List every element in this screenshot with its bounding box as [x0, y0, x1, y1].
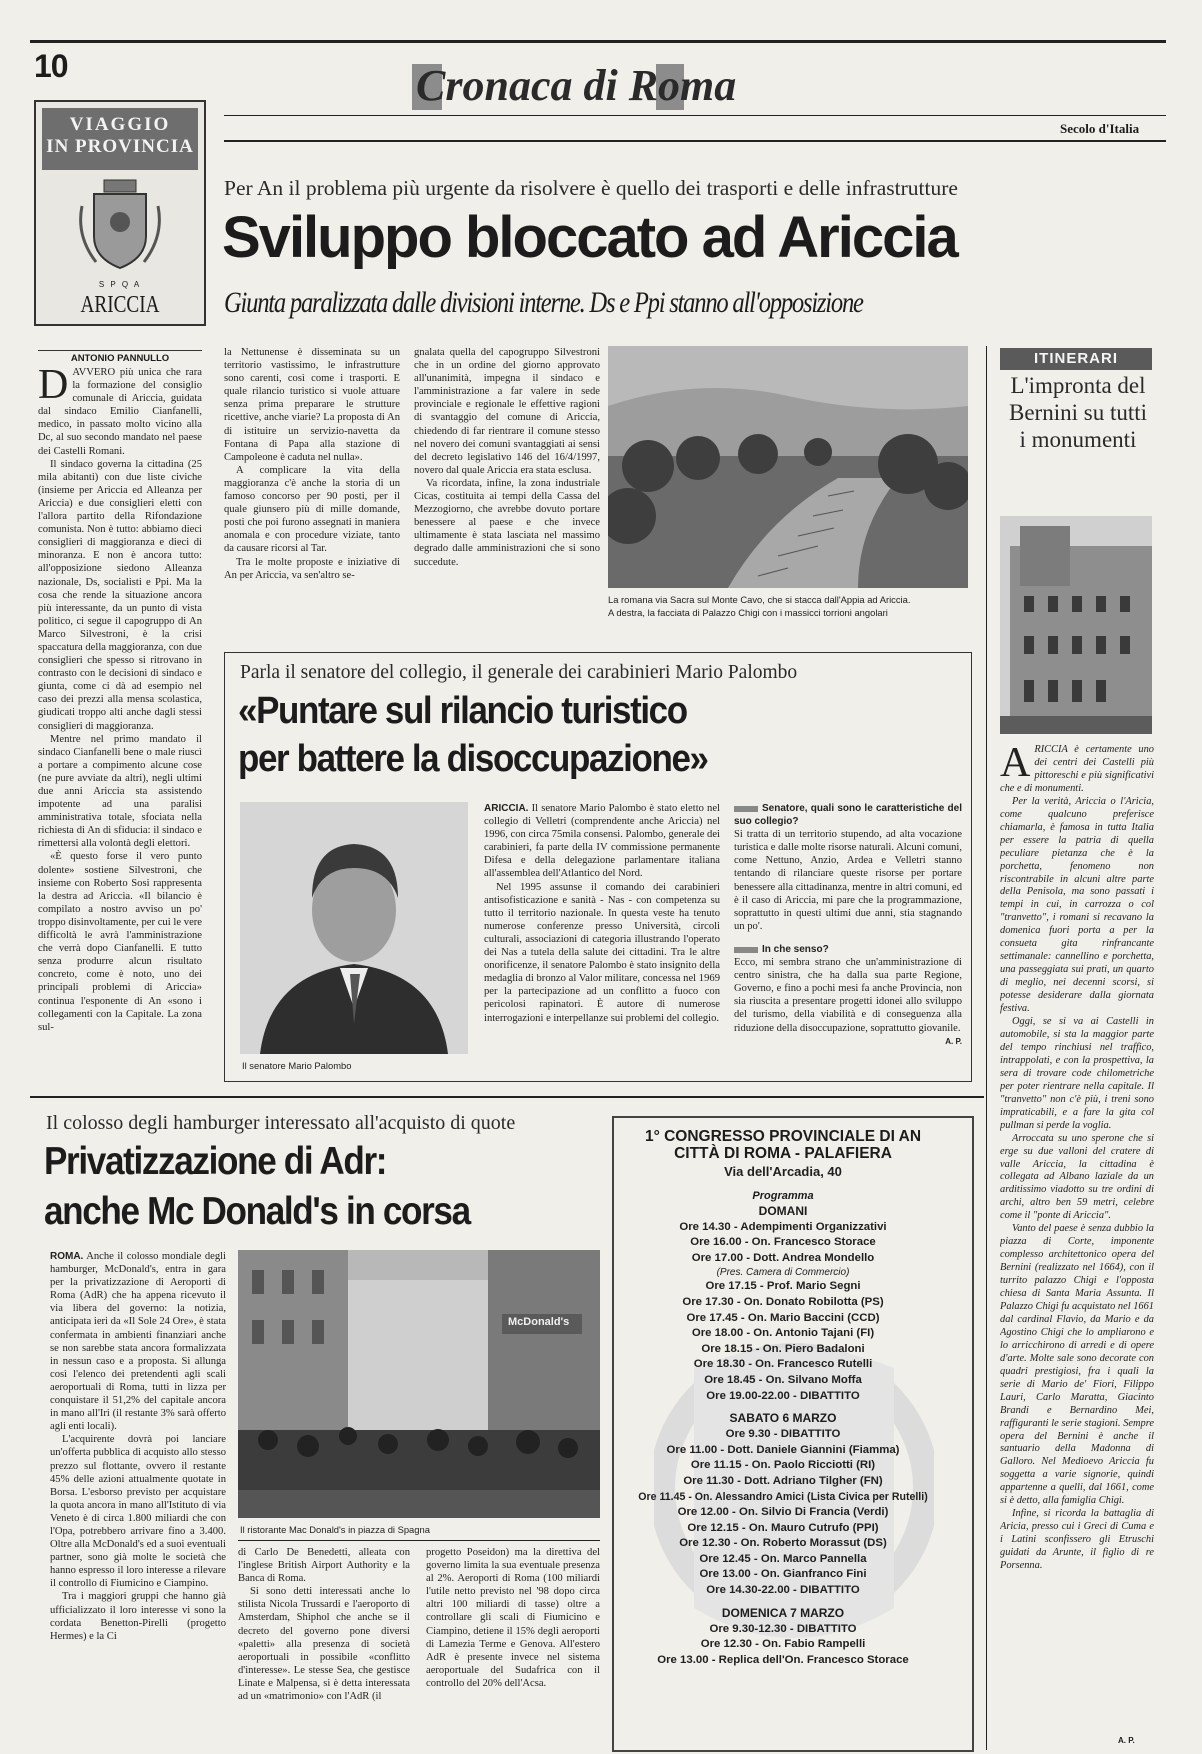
main-col1-p3: Mentre nel primo mandato il sindaco Cianfanelli bene o male riuscì a portare a compimento alcune cose (ne pure avviate da altri), negli ultimi due anni Ariccia sta assistendo impotente ad una paralisi amministrativa totale, sfociata nella richiesta di An di sfiducia: il sindaco e rimettersi alla volontà degli elettori. [38, 733, 202, 850]
interview-col-2 [734, 802, 962, 1072]
adr-headline-2: anche Mc Donald's in corsa [44, 1190, 470, 1233]
interview-a1: Si tratta di un territorio stupendo, ad alta vocazione turistica e dalle molte risorse naturali. Alcuni comuni, come Nettuno, Anzio, Ardea e Velletri stanno tentando di rilanciare queste risorse per portare benessere alla cittadinanza, mentre in altri comuni, ed è il caso di Ariccia, mi pare che la programmazione, soprattutto in questi ultimi due anni, stia stagnando un po'. [734, 829, 962, 932]
congress-day2-item: Ore 11.15 - On. Paolo Ricciotti (RI) [690, 1459, 876, 1472]
adr-col2-p1: di Carlo De Benedetti, alleata con l'inglese British Airport Authority e la Banca di Roma. [238, 1547, 410, 1585]
adr-col3-p1: progetto Poseidon) ma la direttiva del governo limita la sua eventuale presenza al 2%. Aeroporti di Roma (100 miliardi l'utile netto previsto nel '98 dopo circa altri 100 miliardi di tasse) oltre a controllare gli scali di Fiumicino e Ciampino, detiene il 15% degli aeroporti di Lamezia Terme e Genova. All'estero AdR è presente invece nel sistema aeroportuale del Sudafrica con il controllo del 20% dell'Acsa. [426, 1547, 600, 1689]
main-col-3 [414, 346, 600, 616]
itinerari-label: ITINERARI [1000, 348, 1152, 370]
interview-dateline: ARICCIA. [484, 803, 529, 814]
adr-col-2 [238, 1546, 410, 1750]
adr-dateline: ROMA. [50, 1251, 84, 1262]
badge-town: ARICCIA [80, 292, 160, 318]
itinerari-p2: Per la verità, Ariccia o l'Aricia, come qualcuno preferisce chiamarla, è famosa in tutta Italia per essere la patria di quella peculiare pietanza che è la porchetta, fenomeno non riscontrabile in alcuni altre parte della Penisola, ma sono passati i tempi in cui, in carrozza o col "tranvetto", i romani si recavano la domenica fuori porta a per la consueta gita rinfrancante settimanale: cannellino e porchetta, una passeggiata sui prati, un quarto di meglio, nei decenni scorsi, si potesse desiderare dalla giornata festiva. [1000, 795, 1154, 1015]
congress-day3-item: Ore 12.30 - On. Fabio Rampelli [700, 1638, 866, 1651]
interview-col1-p2: Nel 1995 assunse il comando dei carabinieri antisofisticazione e sanità - Nas - con competenza su tutto il territorio nazionale. In questa veste ha tenuto numerose conferenze presso Università, circoli culturali, associazioni di categoria illustrando l'operato dei Nas a tutela della salute dei cittadini. Tra le altre onorificenze, il senatore Palombo è stato insignito della medaglia di bronzo al Valor militare, concessa nel 1969 per la partecipazione ad un conflitto a fuoco con pericolosi rapinatori. È autore di numerose interrogazioni e interpellanze sui problemi del collegio. [484, 881, 720, 1024]
congress-day2-item: Ore 14.30-22.00 - DIBATTITO [706, 1584, 860, 1597]
congress-day1-item: Ore 16.00 - On. Francesco Storace [690, 1236, 876, 1249]
congress-title-2: CITTÀ DI ROMA - PALAFIERA [674, 1145, 892, 1162]
congress-day1-item: Ore 14.30 - Adempimenti Organizzativi [679, 1220, 887, 1233]
itinerari-p1: RICCIA è certamente uno dei centri dei Castelli più pittoreschi e più significativi che e di monumenti. [1000, 744, 1154, 794]
itinerari-p5: Vanto del paese è senza dubbio la piazza di Corte, imponente complesso architettonico opera del Bernini (realizzato nel 1664), con il turrito palazzo Chigi e l'opposta chiesa di Santa Maria Assunta. Il Palazzo Chigi fu acquistato nel 1661 dal cardinal Flavio, da Mario e da Agostino Chigi che lo ampliarono e lo arricchirono di arredi e di opere d'arte. Molte sale sono decorate con quadri prestigiosi, fra i quali la serie di Mario de' Fiori, Filippo Lauri, Carlo Maratta, Giacinto Brandi e Bernardino Mei, raffiguranti le serie stagioni. Sempre opera del Bernini è anche il santuario della Madonna di Galloro. Nel Medioevo Ariccia fu soggetta a varie signorie, quindi appartenne a quelli, dal 1661, come si è detto, alla famiglia Chigi. [1000, 1223, 1154, 1507]
congress-address: Via dell'Arcadia, 40 [724, 1164, 842, 1179]
town-crest-icon [74, 176, 166, 280]
congress-day3-item: Ore 9.30-12.30 - DIBATTITO [709, 1622, 857, 1635]
interview-headline-1: «Puntare sul rilancio turistico [238, 690, 687, 732]
via-sacra-caption-2: A destra, la facciata di Palazzo Chigi con i massicci torrioni angolari [608, 607, 888, 618]
congress-day1-item: Ore 17.15 - Prof. Mario Segni [705, 1280, 861, 1293]
congress-day1-item: Ore 17.30 - On. Donato Robilotta (PS) [682, 1295, 884, 1308]
congress-day2-item: Ore 12.30 - On. Roberto Morassut (DS) [679, 1537, 887, 1550]
main-kicker: Per An il problema più urgente da risolvere è quello dei trasporti e delle infrastrutture [224, 176, 958, 200]
via-sacra-caption-1: La romana via Sacra sul Monte Cavo, che si stacca dall'Appia ad Ariccia. [608, 594, 911, 605]
congress-programme [618, 1122, 948, 1754]
main-col1-p1: AVVERO più unica che rara la formazione del consiglio comunale di Ariccia, guidata dal sindaco Emilio Cianfanelli, medico, in passato molto vicino alla Dc, al suo secondo mandato nel paese dei Castelli Romani. [38, 367, 202, 457]
main-dropcap: D [38, 366, 69, 408]
itinerari-left-rule [986, 346, 987, 1750]
main-col2-p3: Tra le molte proposte e iniziative di An per Ariccia, va sen'altro se- [224, 556, 400, 581]
publication-name: Secolo d'Italia [1060, 121, 1140, 136]
mcdonalds-sign: McDonald's [508, 1316, 570, 1328]
interview-col1-p1 [484, 802, 720, 881]
congress-day3-item: Ore 13.00 - Replica dell'On. Francesco Storace [657, 1653, 909, 1666]
itinerari-p4: Arroccata su uno sperone che si erge su due valloni del cratere di valle Ariccia, la cittadina è collegata ad Albano laziale da un arditissimo viadotto su tre ordini di archi, altro ben 59 metri, celebre come il "ponte di Ariccia". [1000, 1132, 1154, 1222]
main-col2-p2: A complicare la vita della maggioranza c'è anche la storia di un famoso concorso per 90 posti, per il quale giunsero più di mille domande, posti che poi furono assegnati in maniera anomala e con procedure viziate, tanto da causare ricorsi al Tar. [224, 464, 400, 555]
itinerari-title: L'impronta del Bernini su tutti i monumenti [1009, 373, 1147, 452]
header-rule [224, 115, 1166, 116]
congress-day1-item: (Pres. Camera di Commercio) [716, 1267, 850, 1279]
congress-day2-item: Ore 12.00 - On. Silvio Di Francia (Verdi) [677, 1506, 889, 1519]
badge-header [42, 108, 198, 170]
adr-col-1 [50, 1250, 226, 1750]
main-col3-p1: gnalata quella del capogruppo Silvestroni che in un ordine del giorno approvato all'unanimità, impegna il sindaco e l'amministrazione a far valere in sede provinciale e regionale le effettive ragioni di svantaggio del comune di Ariccia, chiedendo di far rientrare il comune stesso nel novero dei comuni svantaggiati ai sensi del decreto legislativo 146 del 16/4/1997, novero dal quale Ariccia era stata esclusa. [414, 347, 600, 476]
congress-day2-item: Ore 11.45 - On. Alessandro Amici (Lista Civica per Rutelli) [638, 1490, 928, 1503]
adr-col-3 [426, 1546, 600, 1750]
question-marker-icon [734, 947, 758, 953]
section-title-text: Cronaca di Roma [416, 61, 737, 110]
section-title [406, 58, 786, 118]
mcdonalds-photo [238, 1250, 600, 1518]
mcdonalds-caption: Il ristorante Mac Donald's in piazza di Spagna [240, 1524, 430, 1535]
congress-day2-item: Ore 11.30 - Dott. Adriano Tilgher (FN) [683, 1474, 883, 1487]
palazzo-chigi-photo [1000, 516, 1152, 734]
main-subhead: Giunta paralizzata dalle divisioni interne. Ds e Ppi stanno all'opposizione [224, 286, 863, 319]
interview-q2: In che senso? [734, 943, 962, 956]
itinerari-p3: Oggi, se si va ai Castelli in automobile, si sta la maggior parte del tempo rinchiusi nel traffico, intrappolati, e con la prospettiva, la sera di trovare code chilometriche per poter rientrare nella capitale. Il "tranvetto" non c'è più, i treni sono impraticabili, e a fare la gita col pullman si perde la voglia. [1000, 1016, 1154, 1131]
main-col-1 [38, 366, 202, 1082]
badge-emblem-text: S P Q A [98, 280, 142, 289]
adr-col1-p1 [50, 1250, 226, 1433]
itinerari-signature: A. P. [1118, 1736, 1135, 1745]
viaggio-badge [34, 100, 206, 326]
interview-headline-2: per battere la disoccupazione» [238, 738, 708, 780]
top-rule [30, 40, 1166, 43]
interview-kicker: Parla il senatore del collegio, il generale dei carabinieri Mario Palombo [240, 662, 798, 683]
adr-col1-p2: L'acquirente dovrà poi lanciare un'offerta pubblica di acquisto allo stesso prezzo sul flottante, ovvero il restante 45% delle azioni attualmente quotate in Borsa. L'esborso previsto per acquistare la quota ancora in mano all'Istituto di via Veneto è di circa 1.800 miliardi che con l'Opa, potrebbero arrivare fino a 3.400. Oltre alla McDonald's ed a suoi eventuali partner, sono già molte le società che hanno espresso il loro interesse a rilevare il controllo di Fiumicino e Ciampino. [50, 1434, 226, 1590]
question-marker-icon [734, 806, 758, 812]
page-number: 10 [34, 48, 68, 84]
main-col-2 [224, 346, 400, 616]
badge-line1: VIAGGIO [69, 114, 171, 135]
congress-programma: Programma [752, 1189, 814, 1202]
interview-q1: Senatore, quali sono le caratteristiche del suo collegio? [734, 803, 962, 828]
congress-day2-item: Ore 9.30 - DIBATTITO [725, 1428, 841, 1441]
via-sacra-photo [608, 346, 968, 588]
main-col3-p2: Va ricordata, infine, la zona industriale Cicas, costituita ai tempi della Cassa del Mezzogiorno, che avrebbe dovuto portare benessere al paese e che invece ultimamente è stata lasciata nel massimo degrado dalle amministrazioni che si sono succedute. [414, 477, 600, 568]
congress-day2-item: Ore 12.15 - On. Mauro Cutrufo (PPI) [687, 1521, 879, 1534]
congress-title-1: 1° CONGRESSO PROVINCIALE DI AN [644, 1128, 922, 1145]
congress-day1-item: Ore 17.45 - On. Mario Baccini (CCD) [686, 1311, 880, 1324]
palazzo-chigi-image [1000, 516, 1152, 734]
adr-kicker: Il colosso degli hamburger interessato all'acquisto di quote [46, 1112, 516, 1134]
header-rule-2 [224, 140, 1166, 142]
main-col1-p2: Il sindaco governa la cittadina (25 mila abitanti) con due liste civiche (insieme per Ariccia ed Alleanza per Ariccia) e due consiglieri eletti con l'allora partito della Rifondazione comunista. Non è tutto: abbiamo dieci consiglieri di maggioranza e dieci di minoranza. E non è ancora tutto: all'opposizione siedono Alleanza nazionale, Ds, socialisti e Ppi. Ma la cosa che rende la situazione ancora più interessante, da un punto di vista politico, ci segue il capogruppo di An Marco Silvestroni, è la crisi spaccatura della maggioranza, con due consiglieri che spesso si ritrovano in contrasto con le decisioni di sindaco e giunta, come ci dà ad esempio nel caso dei prezzi alla mensa scolastica, giudicati troppo alti anche dagli stessi consiglieri di maggioranza. [38, 458, 202, 732]
congress-day2-item: Ore 12.45 - On. Marco Pannella [699, 1552, 867, 1565]
adr-col2-p2: Si sono detti interessati anche lo stilista Nicola Trussardi e l'aeroporto di Amsterdam, Shiphol che anche se il decreto del governo pone diversi «paletti» alla presenza di società aeroportuali in possibile «conflitto d'interesse». Le stesse Sea, che gestisce Linate e Malpensa, si è detta interessata ad un «matrimonio» con l'AdR (il [238, 1586, 410, 1703]
itinerari-dropcap: A [1000, 744, 1031, 786]
adr-col1-p3: Tra i maggiori gruppi che hanno già ufficializzato il loro interesse vi sono la cordata Benetton-Pirelli (progetto Hermes) e la Ci [50, 1591, 226, 1642]
congress-day3: DOMENICA 7 MARZO [721, 1605, 845, 1620]
congress-day2: SABATO 6 MARZO [729, 1411, 837, 1426]
itinerari-p6: Infine, si ricorda la battaglia di Aricia, presso cui i Greci di Cuma e i Latini sconfissero gli Etruschi guidati da Arunte, il figlio di re Porsenna. [1000, 1508, 1154, 1572]
congress-day1-item: Ore 17.00 - Dott. Andrea Mondello [691, 1251, 875, 1264]
mcdonalds-image [238, 1250, 600, 1518]
congress-day1-item: Ore 18.30 - On. Francesco Rutelli [693, 1358, 873, 1371]
itinerari-text [1000, 744, 1154, 1734]
congress-day1-item: Ore 18.15 - On. Piero Badaloni [701, 1342, 865, 1355]
palombo-photo [240, 802, 468, 1054]
main-col1-p4: «È questo forse il vero punto dolente» sostiene Silvestroni, che insieme con Roberto Sosi rappresenta la destra ad Ariccia. «Il bilancio è compilato a nostro avviso un po' troppo disinvoltamente, per cui le vere difficoltà le avrà l'amministrazione che verrà dopo Cianfanelli. E tutto senza produrre alcun risultato concreto, come è noto, uno dei principali problemi di Ariccia» continua l'esponente di An «sono i collegamenti con la Capitale. La zona sul- [38, 851, 202, 1033]
congress-day1-item: Ore 18.45 - On. Silvano Moffa [704, 1373, 862, 1386]
interview-col-1 [484, 802, 720, 1072]
congress-day2-item: Ore 13.00 - On. Gianfranco Fini [699, 1568, 867, 1581]
palombo-portrait [240, 802, 468, 1054]
adr-caption-rule [238, 1540, 600, 1541]
interview-col1-p1-text: Il senatore Mario Palombo è stato eletto nel collegio di Velletri (comprendente anche Ariccia) nel 1996, con circa 75mila consensi. Palombo, generale dei carabinieri, fa parte della IV commissione permanente Difesa e della delegazione parlamentare italiana all'assemblea dell'Atlantico del Nord. [484, 803, 720, 880]
adr-col1-p1-text: Anche il colosso mondiale degli hamburger, McDonald's, entra in gara per la privatizzazione di Aeroporti di Roma (AdR) che ha appena ricevuto il via libera del governo: la notizia, anticipata ieri da «Il Sole 24 Ore», è stata confermata in ambienti finanziari anche se non sarebbe stata ancora formalizzata in nessun caso e a proposta. Si allunga così l'elenco dei pretendenti agli scali aeroportuali di Roma, tutti in lizza per conquistare il 51,2% del capitale ancora in mano all'Iri (il restante 3% sarà offerto agli enti locali). [50, 1251, 226, 1433]
congress-day1-item: Ore 18.00 - On. Antonio Tajani (FI) [691, 1327, 875, 1340]
main-col2-p1: la Nettunense è disseminata su un territorio vastissimo, le infrastrutture sono carenti, così come i trasporti. E quale rilancio turistico si vuole attuare senza prima preparare le strutture ricettive, anche viarie? La proposta di An di istituire un servizio-navetta da Fontana di Papa alla stazione di Campoleone è caduta nel nulla». [224, 347, 400, 463]
main-byline: ANTONIO PANNULLO [38, 350, 202, 364]
interview-signature: A. P. [945, 1036, 962, 1046]
main-headline: Sviluppo bloccato ad Ariccia [222, 205, 957, 270]
adr-headline-1: Privatizzazione di Adr: [44, 1140, 387, 1183]
interview-a2: Ecco, mi sembra strano che un'amministrazione di centro sinistra, che ha dalla sua parte Regione, Governo, e fino a pochi mesi fa anche Provincia, non sia riuscita a presentare progetti idonei allo sviluppo del turismo, della viabilità e di conseguenza alla riduzione della disoccupazione, soprattutto giovanile. [734, 957, 962, 1034]
palombo-caption: Il senatore Mario Palombo [242, 1060, 352, 1071]
badge-line2: IN PROVINCIA [46, 136, 194, 157]
via-sacra-image [608, 346, 968, 588]
congress-day1: DOMANI [758, 1203, 808, 1218]
adr-top-rule [30, 1096, 984, 1098]
congress-day2-item: Ore 11.00 - Dott. Daniele Giannini (Fiamma) [666, 1443, 900, 1456]
congress-day1-item: Ore 19.00-22.00 - DIBATTITO [706, 1389, 860, 1402]
